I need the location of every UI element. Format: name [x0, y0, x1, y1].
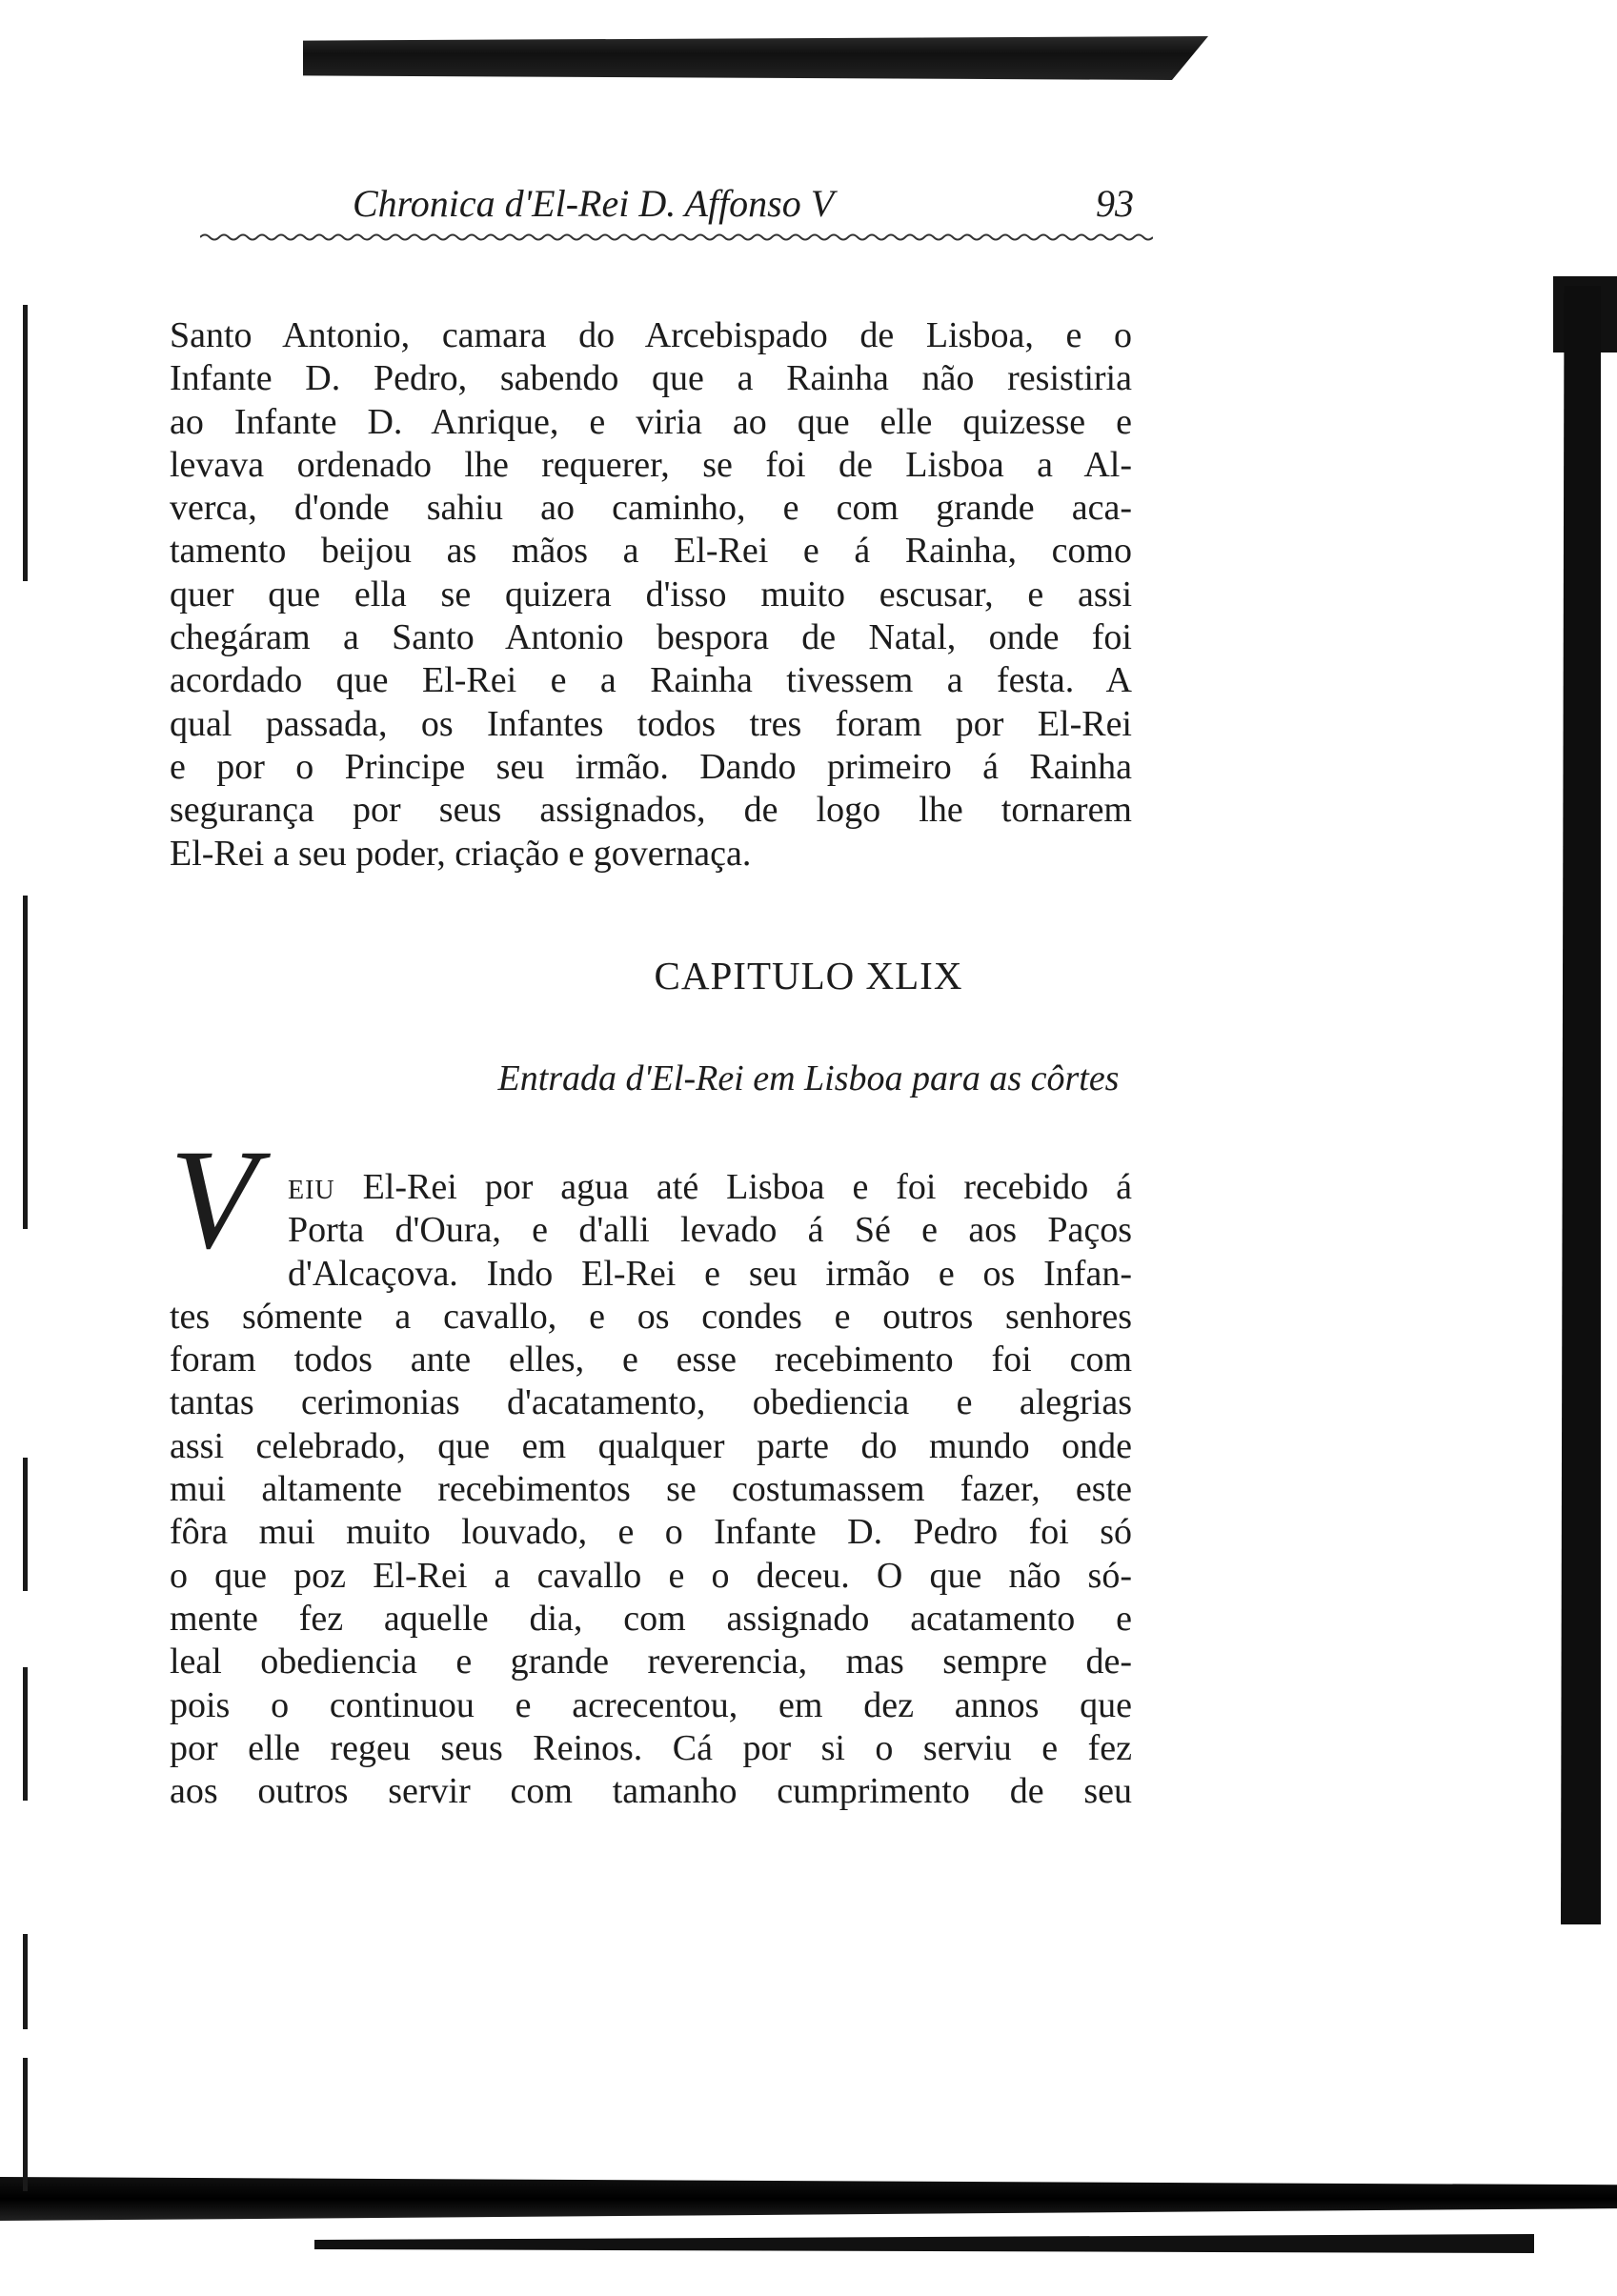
paragraph-line: Infante D. Pedro, sabendo que a Rainha não resistiria	[170, 358, 1132, 399]
paragraph-line: aos outros servir com tamanho cumprimento de seu	[170, 1771, 1132, 1812]
first-word-smallcaps: EIU	[288, 1176, 335, 1205]
paragraph-line: o que poz El-Rei a cavallo e o deceu. O que não só-	[170, 1555, 1132, 1596]
first-line-text: El-Rei por agua até Lisboa e foi recebido á	[334, 1167, 1132, 1207]
scan-edge-left-3	[23, 1458, 28, 1591]
paragraph-line: verca, d'onde sahiu ao caminho, e com grande aca-	[170, 488, 1132, 529]
paragraph-line: d'Alcaçova. Indo El-Rei e seu irmão e os Infan-	[288, 1253, 1132, 1294]
paragraph-line: tantas cerimonias d'acatamento, obediencia e alegrias	[170, 1382, 1132, 1423]
page-number: 93	[1096, 182, 1134, 225]
scan-edge-bottom-secondary	[314, 2234, 1534, 2253]
paragraph-line: mente fez aquelle dia, com assignado acatamento e	[170, 1598, 1132, 1639]
running-head-title: Chronica d'El-Rei D. Affonso V	[353, 182, 835, 225]
chapter-subtitle: Entrada d'El-Rei em Lisboa para as côrtes	[497, 1058, 1120, 1098]
paragraph-line: tamento beijou as mãos a El-Rei e á Rainha, como	[170, 531, 1132, 572]
scan-edge-top	[303, 36, 1208, 80]
paragraph-line: pois o continuou e acrecentou, em dez annos que	[170, 1684, 1132, 1725]
paragraph-line: tes sómente a cavallo, e os condes e outros senhores	[170, 1296, 1132, 1337]
scan-edge-bottom	[0, 2177, 1617, 2221]
paragraph-line: Santo Antonio, camara do Arcebispado de Lisboa, e o	[170, 315, 1132, 355]
scan-edge-left-5	[23, 1934, 28, 2029]
paragraph-line: acordado que El-Rei e a Rainha tivessem a festa. A	[170, 660, 1132, 701]
paragraph-line: Porta d'Oura, e d'alli levado á Sé e aos Paços	[288, 1210, 1132, 1251]
paragraph-line: fôra mui muito louvado, e o Infante D. Pedro foi só	[170, 1512, 1132, 1553]
scan-edge-left-4	[23, 1667, 28, 1801]
paragraph-line: qual passada, os Infantes todos tres foram por El-Rei	[170, 703, 1132, 744]
paragraph-line: ao Infante D. Anrique, e viria ao que elle quizesse e	[170, 401, 1132, 442]
paragraph-line	[170, 1166, 1132, 1209]
paragraph-line: por elle regeu seus Reinos. Cá por si o serviu e fez	[170, 1727, 1132, 1768]
chapter-title: CAPITULO XLIX	[654, 954, 963, 997]
paragraph-line: quer que ella se quizera d'isso muito escusar, e assi	[170, 574, 1132, 614]
paragraph-line: e por o Principe seu irmão. Dando primeiro á Rainha	[170, 746, 1132, 787]
scan-edge-left-6	[23, 2058, 28, 2191]
drop-cap-letter: V	[170, 1120, 257, 1279]
paragraph-line: levava ordenado lhe requerer, se foi de Lisboa a Al-	[170, 444, 1132, 485]
paragraph-line: foram todos ante elles, e esse recebimento foi com	[170, 1339, 1132, 1380]
paragraph-chapter-opening	[170, 1166, 1132, 1813]
scan-edge-left-1	[23, 305, 28, 581]
paragraph-line: El-Rei a seu poder, criação e governaça.	[170, 833, 752, 874]
scan-edge-right	[1534, 286, 1601, 1924]
paragraph-line: chegáram a Santo Antonio bespora de Natal, onde foi	[170, 617, 1132, 658]
paragraph-line: assi celebrado, que em qualquer parte do mundo onde	[170, 1425, 1132, 1466]
paragraph-line: mui altamente recebimentos se costumassem fazer, este	[170, 1469, 1132, 1510]
wavy-rule-divider	[200, 232, 1153, 243]
paragraph-line: segurança por seus assignados, de logo lhe tornarem	[170, 790, 1132, 831]
paragraph-continued	[170, 314, 1132, 876]
running-head	[353, 181, 1134, 238]
paragraph-line: leal obediencia e grande reverencia, mas sempre de-	[170, 1641, 1132, 1682]
